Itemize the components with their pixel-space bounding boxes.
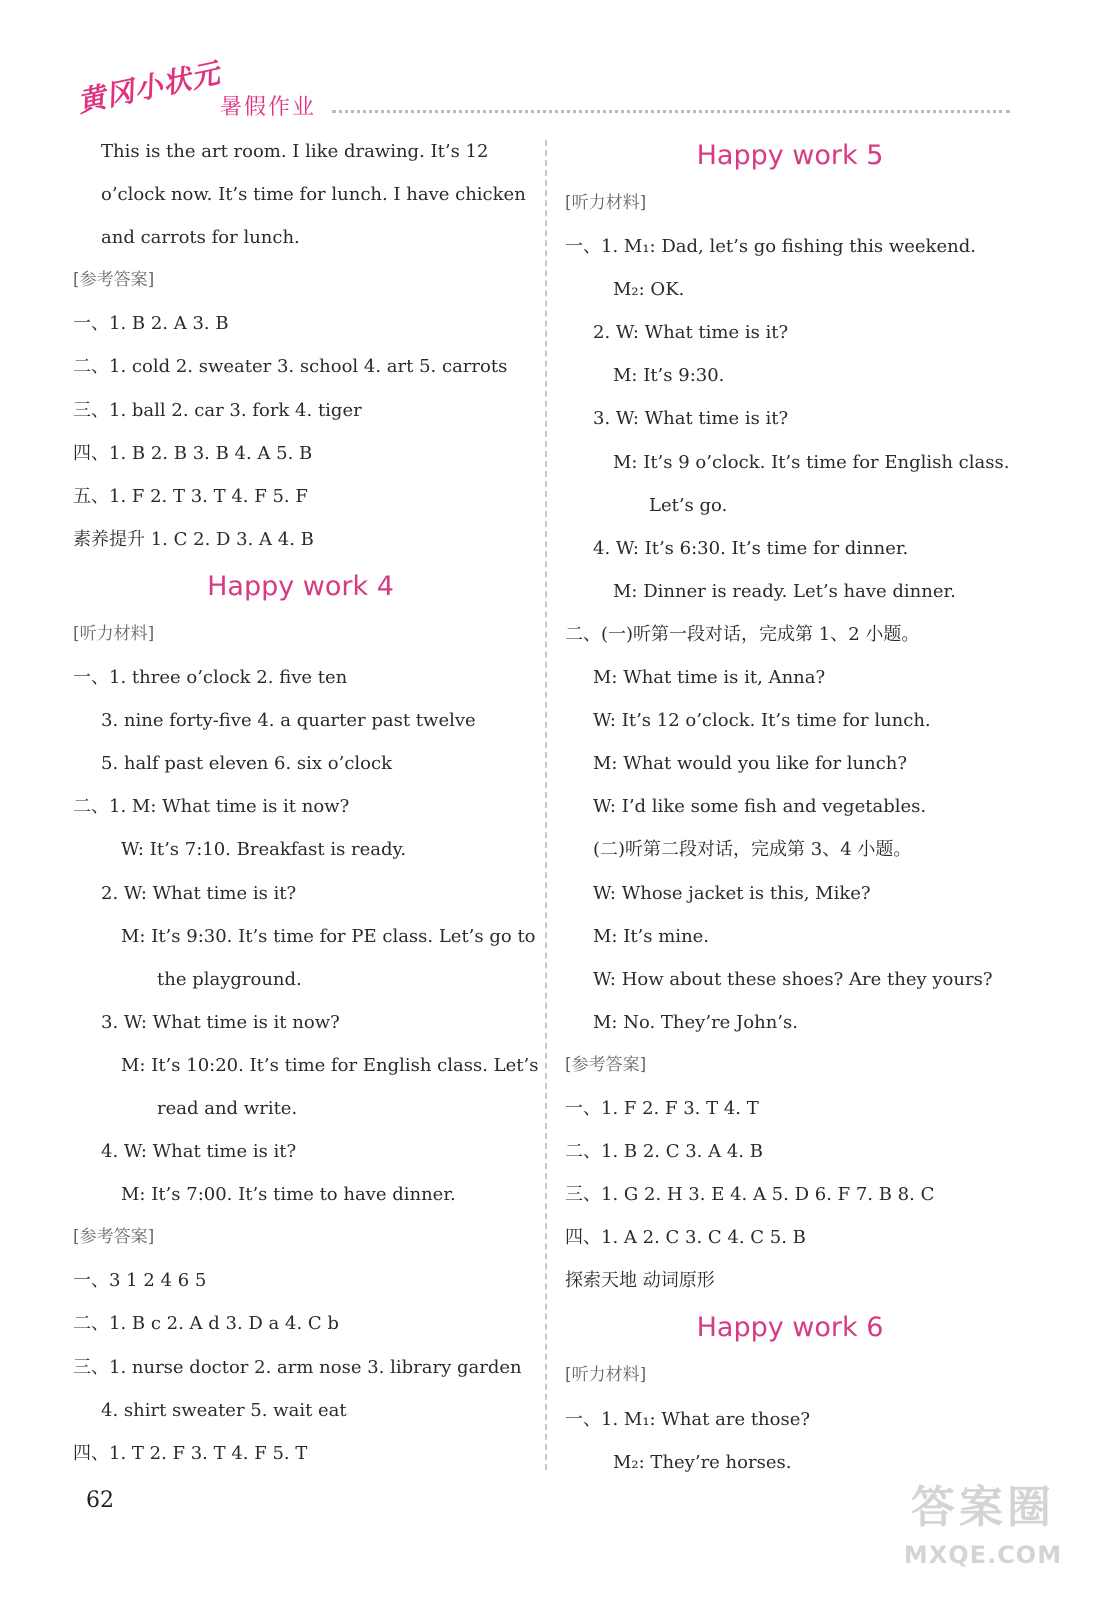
- right-column: [565, 130, 1015, 1484]
- text-line: (二)听第二段对话，完成第 3、4 小题。: [593, 839, 912, 861]
- site-watermark: [898, 1478, 1068, 1588]
- text-line: the playground.: [157, 968, 302, 990]
- text-line: W: How about these shoes? Are they yours?: [593, 968, 993, 990]
- text-line: 一、1. F 2. F 3. T 4. T: [565, 1097, 759, 1119]
- text-line: M: It’s 9 o’clock. It’s time for English class.: [613, 451, 1010, 473]
- text-line: 3. W: What time is it?: [593, 408, 789, 430]
- text-line: M: It’s 9:30. It’s time for PE class. Let’s go to: [121, 925, 536, 947]
- text-line: M₂: OK.: [613, 279, 685, 301]
- text-line: M: It’s mine.: [593, 925, 710, 947]
- section-title: Happy work 5: [696, 140, 884, 171]
- book-subtitle: 暑假作业: [220, 95, 317, 120]
- text-line: 一、1. three o’clock 2. five ten: [73, 667, 348, 689]
- text-line: W: It’s 7:10. Breakfast is ready.: [121, 839, 407, 861]
- text-line: 3. W: What time is it now?: [101, 1011, 340, 1033]
- text-line: and carrots for lunch.: [101, 227, 300, 249]
- section-label: [听力材料]: [565, 1365, 647, 1386]
- text-line: W: Whose jacket is this, Mike?: [593, 882, 871, 904]
- text-line: 5. half past eleven 6. six o’clock: [101, 753, 392, 775]
- header-dotted-rule: [332, 110, 1010, 113]
- text-line: 4. shirt sweater 5. wait eat: [101, 1399, 347, 1421]
- text-line: M: Dinner is ready. Let’s have dinner.: [613, 580, 956, 602]
- section-label: [听力材料]: [73, 623, 155, 644]
- section-label: [参考答案]: [73, 1227, 155, 1248]
- text-line: 2. W: What time is it?: [593, 322, 789, 344]
- text-line: M: It’s 9:30.: [613, 365, 725, 387]
- text-line: 二、(一)听第一段对话，完成第 1、2 小题。: [565, 623, 920, 645]
- text-line: M: It’s 10:20. It’s time for English class. Let’s: [121, 1054, 539, 1076]
- text-line: 一、1. M₁: What are those?: [565, 1408, 811, 1430]
- watermark-logo-text: 答案圈: [911, 1482, 1055, 1533]
- text-line: This is the art room. I like drawing. It’s 12: [101, 141, 489, 162]
- text-line: Let’s go.: [649, 494, 728, 516]
- text-line: 2. W: What time is it?: [101, 882, 297, 904]
- page-number: 62: [86, 1488, 114, 1513]
- text-line: W: I’d like some fish and vegetables.: [593, 796, 927, 818]
- text-line: 二、1. cold 2. sweater 3. school 4. art 5. carrots: [73, 356, 508, 378]
- section-label: [参考答案]: [73, 270, 155, 291]
- text-line: M₂: They’re horses.: [613, 1451, 792, 1473]
- watermark-url: MXQE.COM: [903, 1541, 1063, 1569]
- text-line: 二、1. B c 2. A d 3. D a 4. C b: [73, 1313, 339, 1335]
- text-line: 二、1. M: What time is it now?: [73, 796, 350, 818]
- section-label: [参考答案]: [565, 1054, 647, 1075]
- text-line: M: No. They’re John’s.: [593, 1011, 798, 1033]
- text-line: M: What would you like for lunch?: [593, 753, 908, 775]
- text-line: M: What time is it, Anna?: [593, 667, 826, 689]
- text-line: 一、1. B 2. A 3. B: [73, 313, 229, 335]
- section-label: [听力材料]: [565, 193, 647, 213]
- column-divider: [545, 140, 547, 1470]
- text-line: 三、1. nurse doctor 2. arm nose 3. library garden: [73, 1356, 522, 1378]
- text-line: 五、1. F 2. T 3. T 4. F 5. F: [73, 485, 308, 507]
- text-line: 一、3 1 2 4 6 5: [73, 1270, 207, 1292]
- text-line: 四、1. B 2. B 3. B 4. A 5. B: [73, 442, 313, 464]
- brand-logo: 黄冈小状元: [74, 56, 224, 119]
- text-line: 4. W: What time is it?: [101, 1141, 297, 1163]
- left-column: [73, 130, 539, 1475]
- text-line: 四、1. T 2. F 3. T 4. F 5. T: [73, 1442, 308, 1464]
- text-line: 3. nine forty-five 4. a quarter past twelve: [101, 710, 476, 732]
- text-line: 四、1. A 2. C 3. C 4. C 5. B: [565, 1227, 806, 1249]
- text-line: 三、1. G 2. H 3. E 4. A 5. D 6. F 7. B 8. C: [565, 1184, 935, 1206]
- text-line: read and write.: [157, 1097, 298, 1119]
- page-header: [70, 56, 1010, 120]
- text-line: 二、1. B 2. C 3. A 4. B: [565, 1141, 763, 1163]
- text-line: M: It’s 7:00. It’s time to have dinner.: [121, 1184, 456, 1206]
- text-line: 素养提升 1. C 2. D 3. A 4. B: [73, 528, 314, 550]
- section-title: Happy work 4: [207, 570, 394, 602]
- text-line: W: It’s 12 o’clock. It’s time for lunch.: [593, 710, 931, 732]
- text-line: 一、1. M₁: Dad, let’s go fishing this weekend.: [565, 236, 976, 258]
- text-line: 4. W: It’s 6:30. It’s time for dinner.: [593, 537, 909, 559]
- text-line: 三、1. ball 2. car 3. fork 4. tiger: [73, 399, 362, 421]
- text-line: o’clock now. It’s time for lunch. I have chicken: [101, 184, 526, 206]
- text-line: 探索天地 动词原形: [565, 1270, 715, 1292]
- section-title: Happy work 6: [696, 1312, 884, 1344]
